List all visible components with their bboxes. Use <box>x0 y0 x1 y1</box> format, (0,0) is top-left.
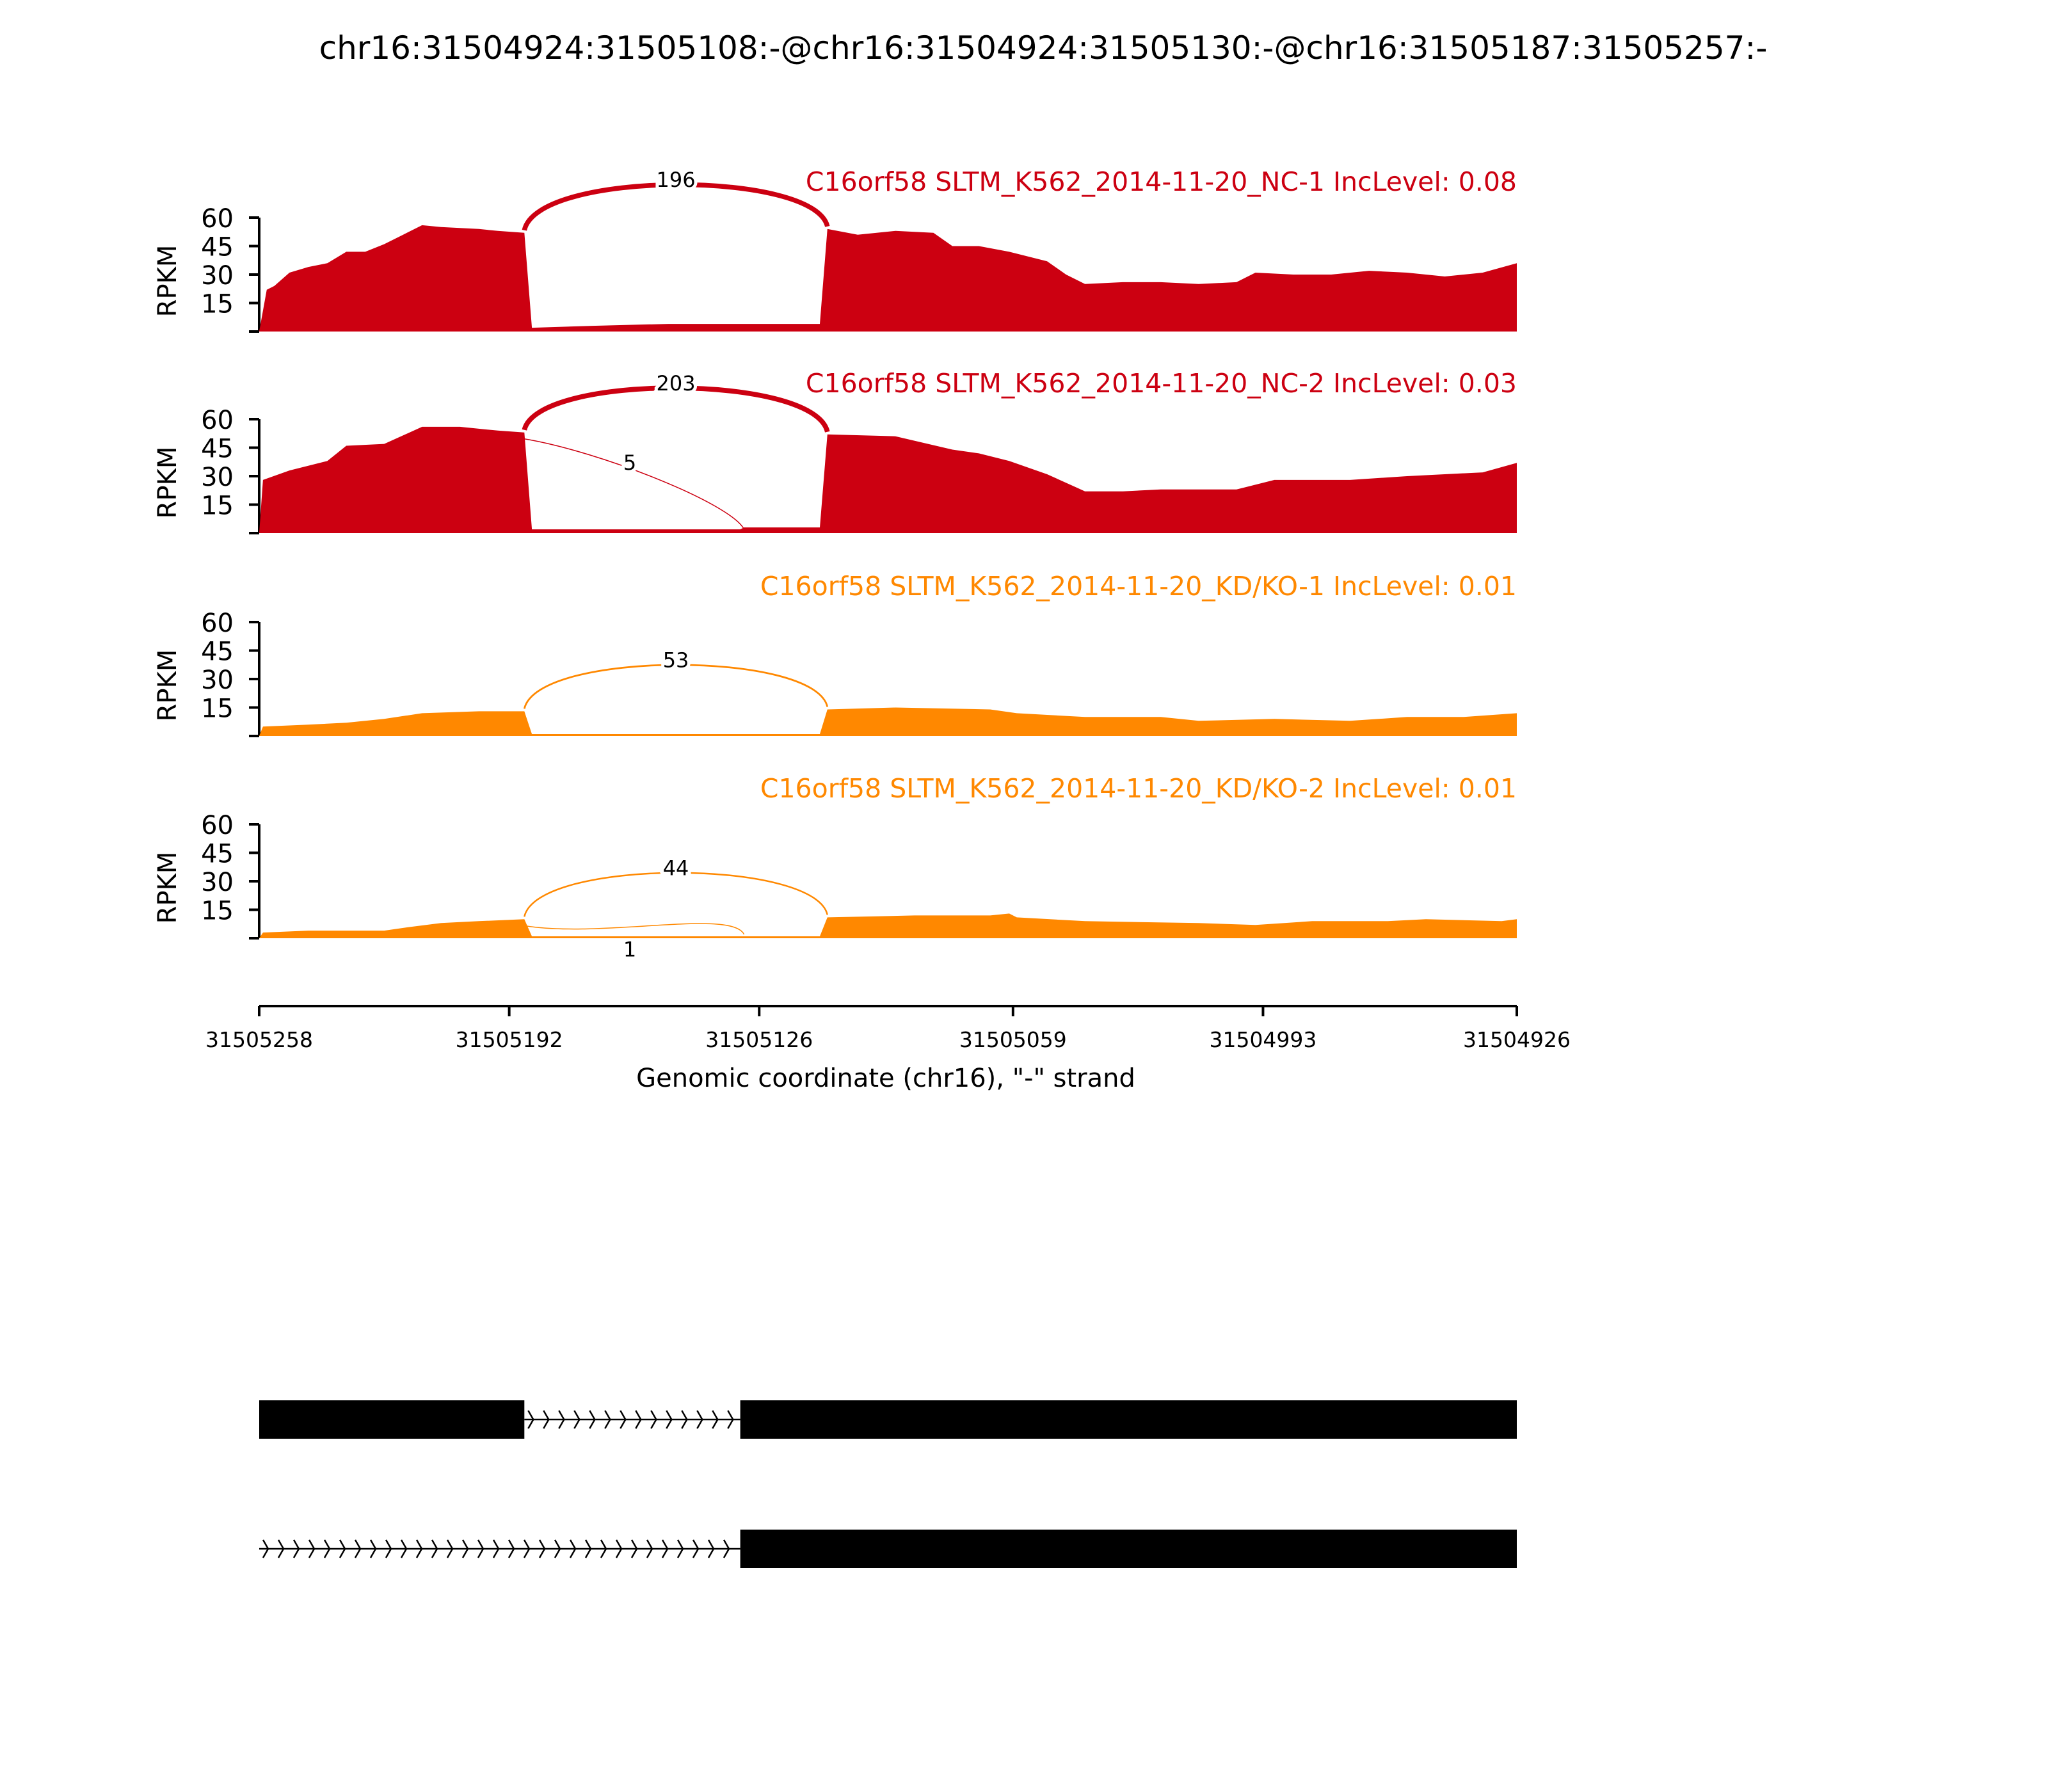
x-tick-label: 31504926 <box>1463 1027 1571 1052</box>
y-tick-label: 45 <box>201 637 234 667</box>
y-tick-label: 15 <box>201 896 234 926</box>
y-tick-label: 15 <box>201 289 234 319</box>
x-tick-label: 31505192 <box>455 1027 563 1052</box>
track-label: C16orf58 SLTM_K562_2014-11-20_NC-2 IncLevel: 0.03 <box>805 368 1517 399</box>
track-3 <box>153 571 1517 736</box>
y-tick-label: 60 <box>201 406 234 435</box>
gene-model-1 <box>259 1400 1517 1439</box>
track-label: C16orf58 SLTM_K562_2014-11-20_KD/KO-2 IncLevel: 0.01 <box>760 773 1517 804</box>
y-tick-label: 60 <box>201 811 234 840</box>
track-4 <box>153 773 1517 961</box>
junction-arc <box>524 924 744 934</box>
y-tick-label: 15 <box>201 491 234 521</box>
y-axis-label: RPKM <box>153 446 182 519</box>
y-tick-label: 30 <box>201 463 234 492</box>
exon-block <box>740 1530 1517 1568</box>
coverage-area <box>259 913 1517 938</box>
exon-block <box>259 1400 524 1439</box>
x-tick-label: 31505258 <box>205 1027 313 1052</box>
junction-count-label: 1 <box>623 937 637 962</box>
gene-model-2 <box>259 1530 1517 1568</box>
gene-models <box>259 1400 1517 1568</box>
y-axis-label: RPKM <box>153 851 182 924</box>
y-tick-label: 60 <box>201 204 234 234</box>
junction-count-label: 53 <box>662 648 689 673</box>
x-tick-label: 31505126 <box>705 1027 813 1052</box>
x-axis <box>205 1006 1571 1052</box>
track-1 <box>153 166 1517 332</box>
y-tick-label: 30 <box>201 868 234 897</box>
y-tick-label: 45 <box>201 232 234 262</box>
y-tick-label: 60 <box>201 609 234 638</box>
y-tick-label: 45 <box>201 434 234 464</box>
y-axis-label: RPKM <box>153 244 182 317</box>
track-label: C16orf58 SLTM_K562_2014-11-20_KD/KO-1 IncLevel: 0.01 <box>760 571 1517 602</box>
track-label: C16orf58 SLTM_K562_2014-11-20_NC-1 IncLevel: 0.08 <box>805 166 1517 197</box>
junction-count-label: 5 <box>623 450 637 475</box>
y-tick-label: 30 <box>201 261 234 291</box>
y-tick-label: 45 <box>201 839 234 869</box>
x-axis-label: Genomic coordinate (chr16), "-" strand <box>636 1064 1135 1093</box>
track-2 <box>153 368 1517 533</box>
coverage-area <box>259 708 1517 737</box>
y-tick-label: 15 <box>201 694 234 724</box>
junction-count-label: 196 <box>656 167 696 192</box>
y-axis-label: RPKM <box>153 649 182 722</box>
junction-count-label: 203 <box>656 371 696 396</box>
junction-count-label: 44 <box>662 856 689 881</box>
coverage-tracks <box>153 166 1517 961</box>
chart-title: chr16:31504924:31505108:-@chr16:31504924:31505130:-@chr16:31505187:31505257:- <box>319 29 1768 67</box>
y-tick-label: 30 <box>201 666 234 695</box>
exon-block <box>740 1400 1517 1439</box>
x-tick-label: 31505059 <box>959 1027 1067 1052</box>
coverage-area <box>259 225 1517 332</box>
coverage-area <box>259 427 1517 533</box>
x-tick-label: 31504993 <box>1209 1027 1317 1052</box>
